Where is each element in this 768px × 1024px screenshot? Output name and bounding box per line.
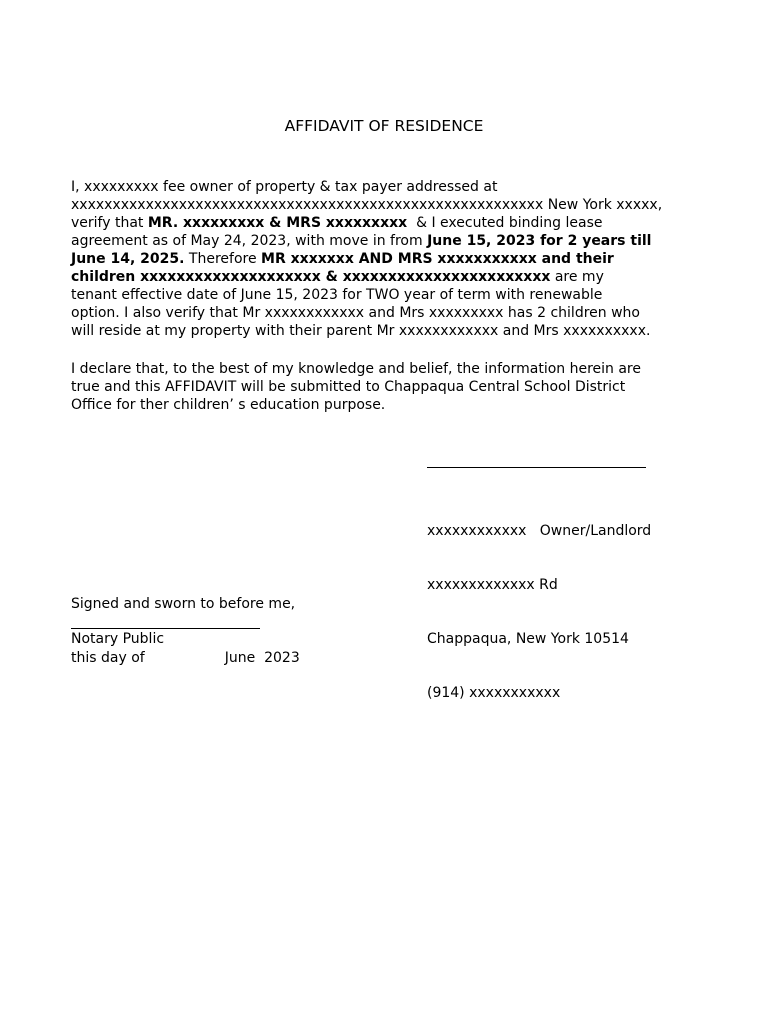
paragraph-line bbox=[71, 214, 662, 232]
document-title: AFFIDAVIT OF RESIDENCE bbox=[284, 117, 484, 135]
affidavit-paragraph-1 bbox=[71, 178, 662, 340]
owner-city: Chappaqua, New York 10514 bbox=[427, 631, 629, 647]
paragraph-line bbox=[71, 232, 662, 250]
sworn-line-2 bbox=[71, 649, 300, 667]
owner-name-line: xxxxxxxxxxxx Owner/Landlord bbox=[427, 523, 652, 539]
notary-public-label: Notary Public bbox=[71, 631, 165, 647]
parents-names-bold: MR xxxxxxx AND MRS xxxxxxxxxxx and their bbox=[261, 251, 614, 267]
declaration-paragraph bbox=[71, 360, 641, 414]
sworn-date: June 2023 bbox=[224, 650, 300, 666]
paragraph-line bbox=[71, 250, 662, 268]
text-run: are my bbox=[550, 269, 604, 285]
text-run: agreement as of May 24, 2023, with move in from bbox=[71, 233, 428, 249]
text-run: & I executed binding lease bbox=[407, 215, 603, 231]
paragraph-line: true and this AFFIDAVIT will be submitted to Chappaqua Central School District bbox=[71, 379, 626, 395]
owner-signature-line bbox=[427, 467, 646, 468]
sworn-line-1: Signed and sworn to before me, bbox=[71, 596, 296, 612]
lease-term-bold: June 15, 2023 for 2 years till bbox=[427, 233, 652, 249]
children-names-bold: children xxxxxxxxxxxxxxxxxxxx & xxxxxxxxxxxxxxxxxxxxxxx bbox=[71, 269, 551, 285]
paragraph-line: xxxxxxxxxxxxxxxxxxxxxxxxxxxxxxxxxxxxxxxxxxxxxxxxxxxxxxxxx New York xxxxx, bbox=[71, 197, 663, 213]
owner-street: xxxxxxxxxxxxx Rd bbox=[427, 577, 558, 593]
tenant-names-bold: MR. xxxxxxxxx & MRS xxxxxxxxx bbox=[147, 215, 408, 231]
paragraph-line bbox=[71, 268, 662, 286]
paragraph-line: tenant effective date of June 15, 2023 for TWO year of term with renewable bbox=[71, 287, 603, 303]
paragraph-line: I, xxxxxxxxx fee owner of property & tax payer addressed at bbox=[71, 179, 498, 195]
text-run: verify that bbox=[71, 215, 148, 231]
sworn-day-label: this day of bbox=[71, 650, 145, 666]
lease-end-bold: June 14, 2025. bbox=[71, 251, 185, 267]
text-run: Therefore bbox=[184, 251, 262, 267]
owner-info-block bbox=[427, 486, 651, 738]
paragraph-line: will reside at my property with their parent Mr xxxxxxxxxxxx and Mrs xxxxxxxxxx. bbox=[71, 323, 651, 339]
notary-signature-line bbox=[71, 628, 260, 629]
paragraph-line: Office for ther children’ s education purpose. bbox=[71, 397, 386, 413]
paragraph-line: option. I also verify that Mr xxxxxxxxxxxx and Mrs xxxxxxxxx has 2 children who bbox=[71, 305, 640, 321]
paragraph-line: I declare that, to the best of my knowledge and belief, the information herein are bbox=[71, 361, 641, 377]
owner-phone: (914) xxxxxxxxxxx bbox=[427, 685, 561, 701]
